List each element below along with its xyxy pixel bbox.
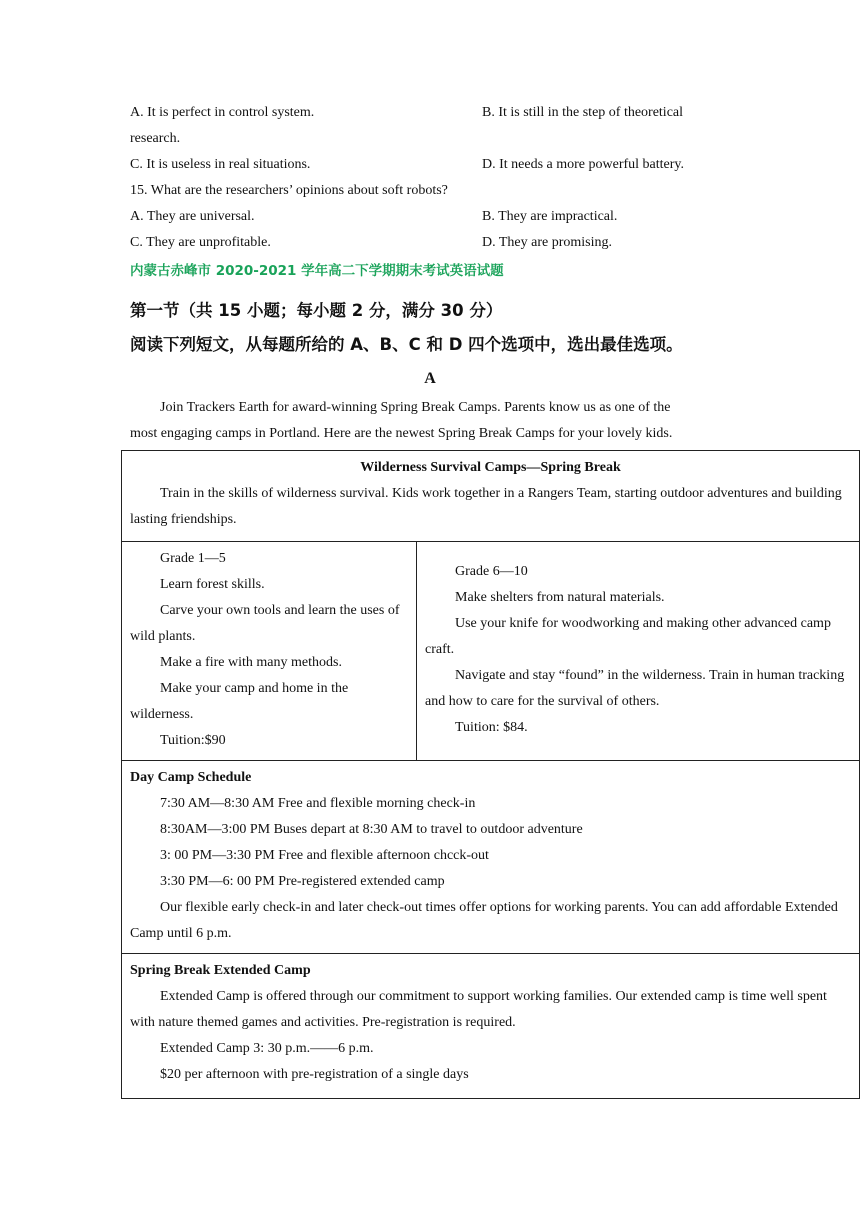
passage-letter: A <box>424 370 436 387</box>
intro-paragraph <box>130 395 730 447</box>
schedule-item: 3: 00 PM—3:30 PM Free and flexible afternoon chcck-out <box>160 848 489 863</box>
q14-option-b-continued: research. <box>130 131 181 146</box>
q15-option-d: D. They are promising. <box>482 235 612 250</box>
q15-option-c: C. They are unprofitable. <box>130 235 271 250</box>
grade-6-10-item: Navigate and stay “found” in the wilderness. Train in human tracking and how to care for the survival of others. <box>425 668 845 709</box>
extended-time: Extended Camp 3: 30 p.m.——6 p.m. <box>160 1041 374 1056</box>
q15-option-a: A. They are universal. <box>130 209 255 224</box>
q15-question: 15. What are the researchers’ opinions about soft robots? <box>130 183 448 198</box>
intro-line-1: Join Trackers Earth for award-winning Spring Break Camps. Parents know us as one of the <box>160 400 671 415</box>
table-description: Train in the skills of wilderness survival. Kids work together in a Rangers Team, starting outdoor adventures and building lasting friendships. <box>130 486 842 527</box>
extended-price: $20 per afternoon with pre-registration of a single days <box>160 1067 469 1082</box>
schedule-item: 7:30 AM—8:30 AM Free and flexible morning check-in <box>160 796 476 811</box>
instruction: 阅读下列短文，从每题所给的 A、B、C 和 D 四个选项中，选出最佳选项。 <box>130 335 683 354</box>
grades-row <box>122 542 860 761</box>
extended-heading: Spring Break Extended Camp <box>130 963 311 978</box>
q15-option-b: B. They are impractical. <box>482 209 618 224</box>
grade-1-5-tuition: Tuition:$90 <box>160 733 226 748</box>
grade-1-5-cell <box>122 542 417 761</box>
schedule-item: 3:30 PM—6: 00 PM Pre-registered extended camp <box>160 874 445 889</box>
extended-description: Extended Camp is offered through our commitment to support working families. Our extended camp is time well spent with nature themed games and activities. Pre-registration is required. <box>130 989 827 1030</box>
q14-option-b: B. It is still in the step of theoretical <box>482 105 684 120</box>
table-title: Wilderness Survival Camps—Spring Break <box>360 460 621 475</box>
grade-1-5-item: Make your camp and home in the wilderness. <box>130 681 349 722</box>
table-title-row <box>122 451 860 542</box>
grade-1-5-label: Grade 1—5 <box>160 551 226 566</box>
q14-option-a: A. It is perfect in control system. <box>130 105 315 120</box>
section-heading: 第一节（共 15 小题；每小题 2 分，满分 30 分） <box>130 301 503 320</box>
table-title-cell <box>122 451 860 542</box>
grade-6-10-item: Make shelters from natural materials. <box>455 590 665 605</box>
q14-option-c: C. It is useless in real situations. <box>130 157 311 172</box>
extended-cell <box>122 954 860 1099</box>
grade-6-10-item: Use your knife for woodworking and making other advanced camp craft. <box>425 616 831 657</box>
intro-line-2: most engaging camps in Portland. Here are the newest Spring Break Camps for your lovely kids. <box>130 426 673 441</box>
q14-option-d: D. It needs a more powerful battery. <box>482 157 685 172</box>
grade-1-5-item: Carve your own tools and learn the uses of wild plants. <box>130 603 400 644</box>
schedule-note: Our flexible early check-in and later check-out times offer options for working parents. You can add affordable Extended Camp until 6 p.m. <box>130 900 838 941</box>
exam-title: 内蒙古赤峰市 2020-2021 学年高二下学期期末考试英语试题 <box>130 263 504 279</box>
grade-1-5-item: Learn forest skills. <box>160 577 265 592</box>
schedule-cell <box>122 761 860 954</box>
camp-table <box>121 450 860 1099</box>
grade-6-10-label: Grade 6—10 <box>455 564 528 579</box>
grade-1-5-item: Make a fire with many methods. <box>160 655 342 670</box>
schedule-row <box>122 761 860 954</box>
grade-6-10-tuition: Tuition: $84. <box>455 720 528 735</box>
schedule-item: 8:30AM—3:00 PM Buses depart at 8:30 AM to travel to outdoor adventure <box>160 822 583 837</box>
schedule-heading: Day Camp Schedule <box>130 770 252 785</box>
extended-row <box>122 954 860 1099</box>
grade-6-10-cell <box>417 542 860 761</box>
